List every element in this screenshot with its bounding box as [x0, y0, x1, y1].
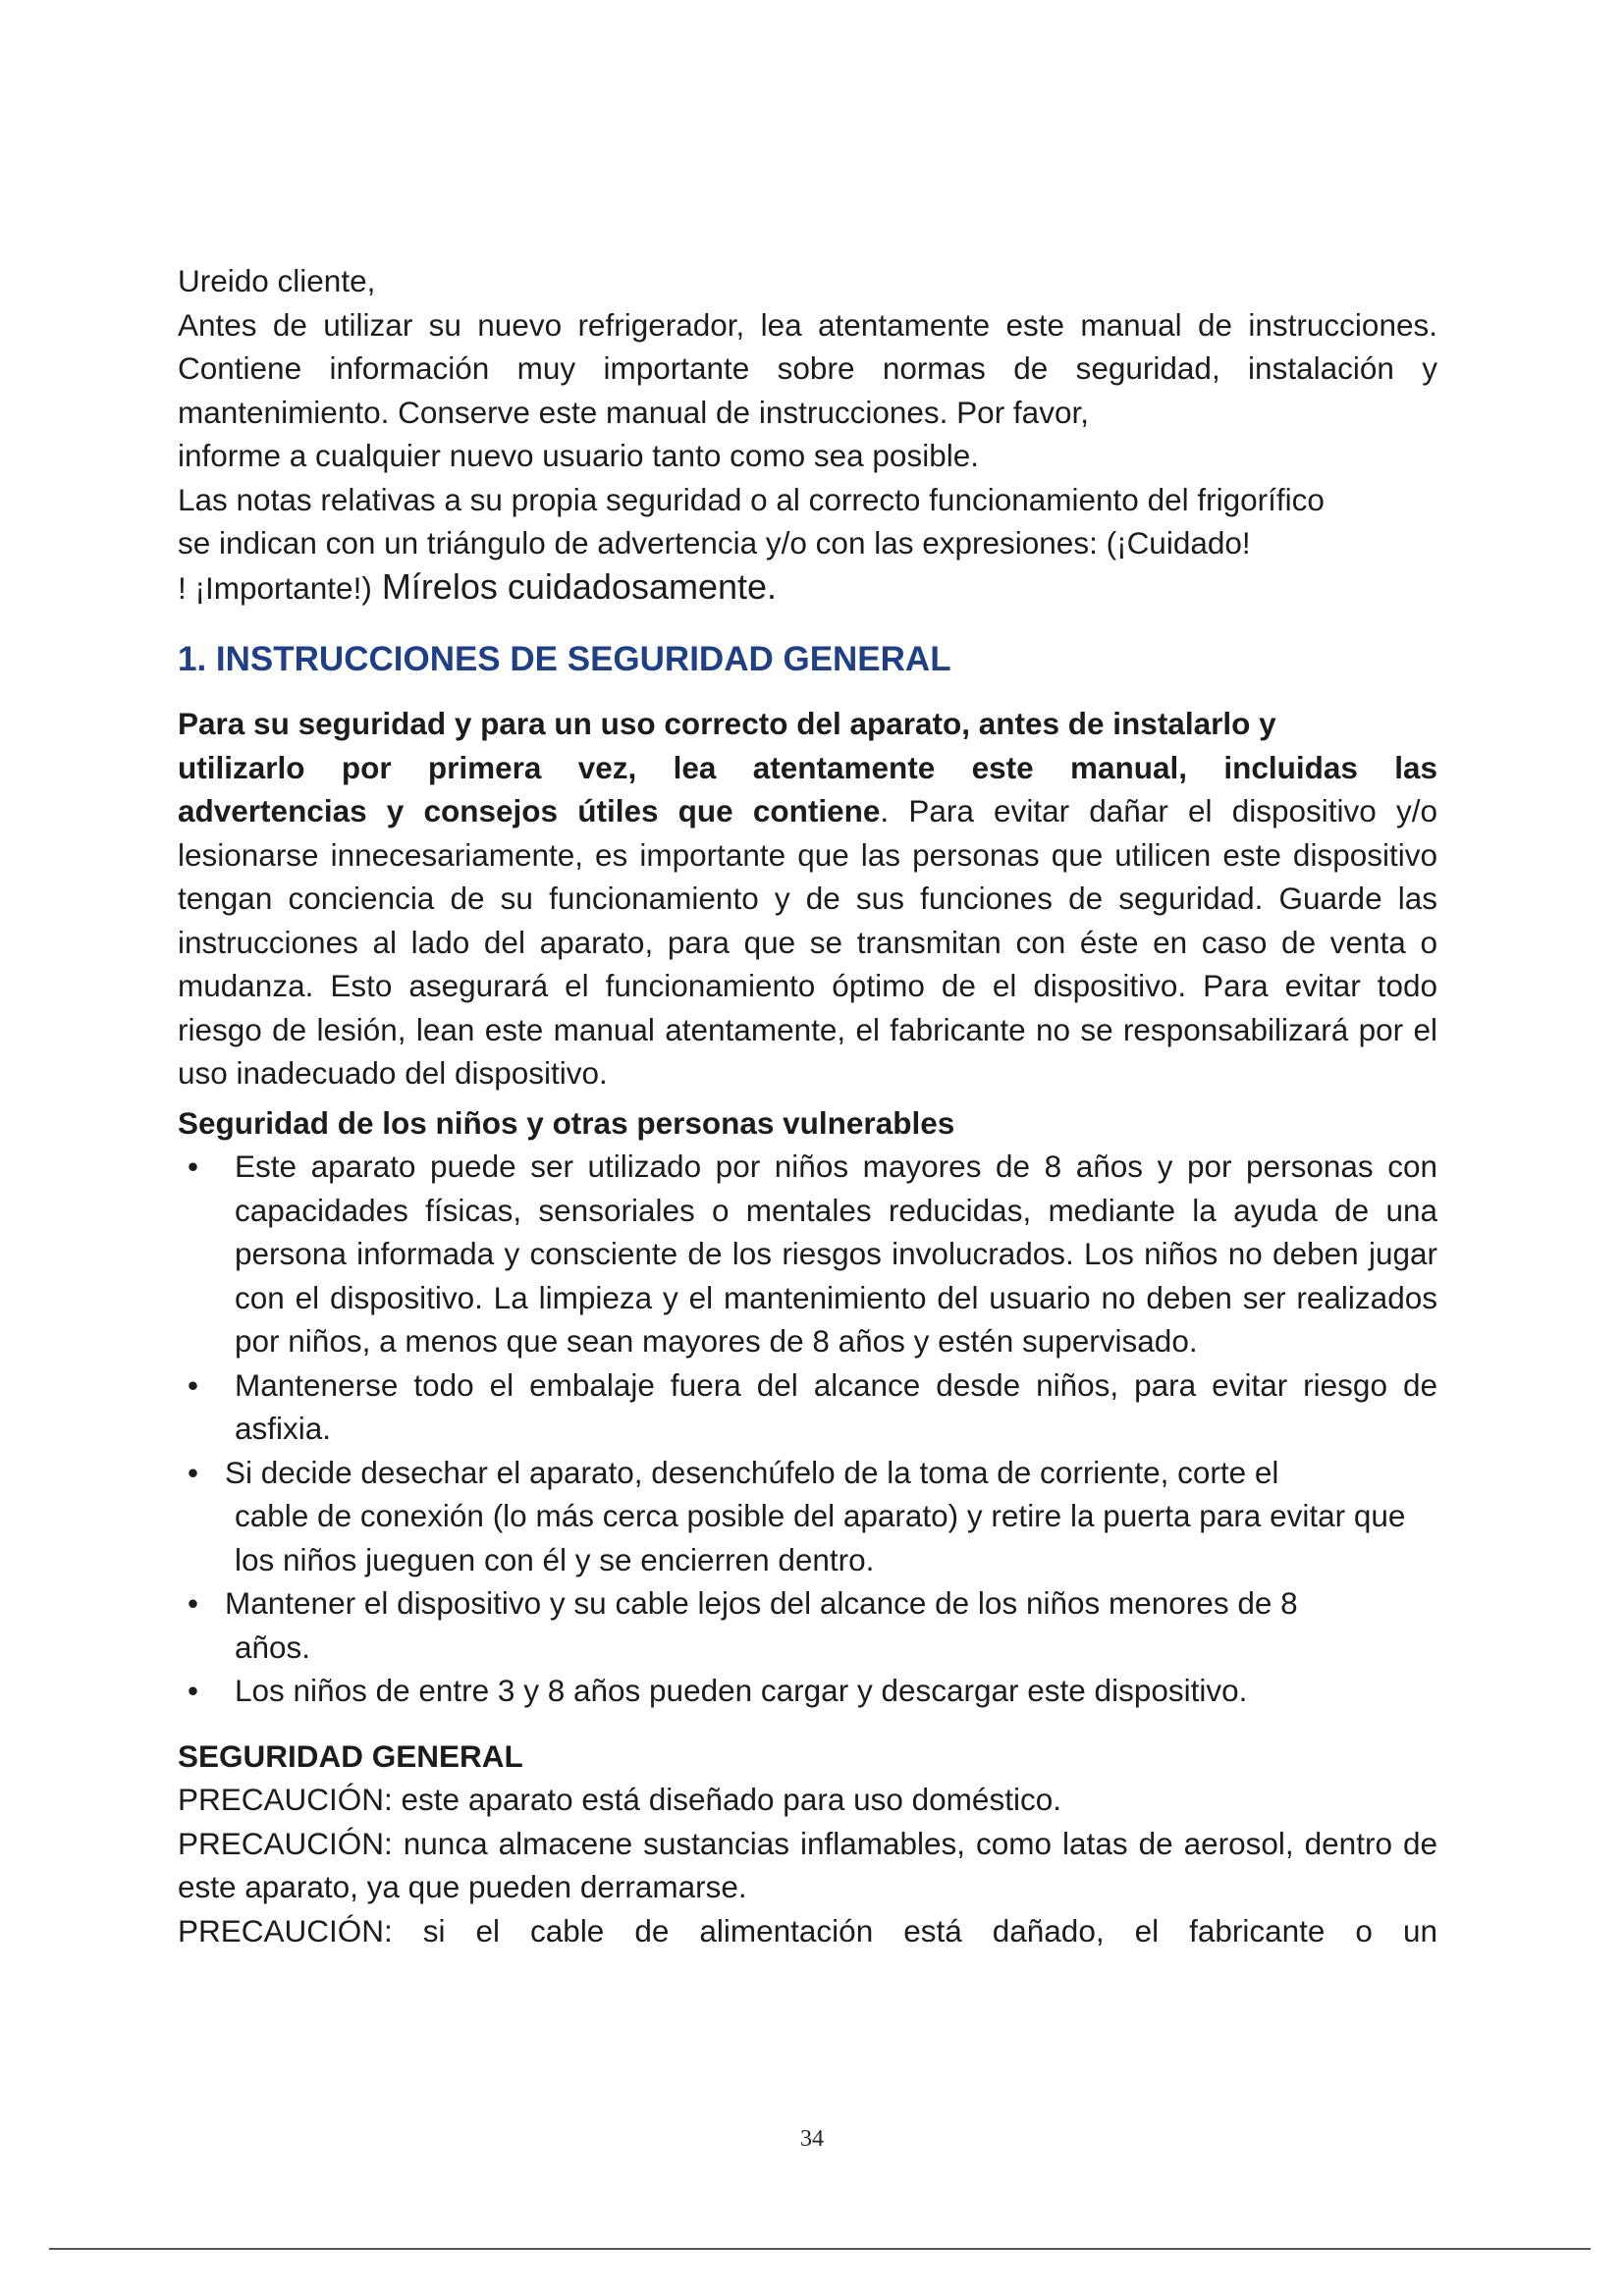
notes-line-3a: ! ¡Importante!): [178, 569, 372, 606]
list-item: • Los niños de entre 3 y 8 años pueden cargar y descargar este dispositivo.: [178, 1669, 1437, 1713]
lead-bold-line-2: utilizarlo por primera vez, lea atentamente este manual, incluidas las: [178, 749, 1437, 785]
list-item-first-line: Si decide desechar el aparato, desenchúfelo de la toma de corriente, corte el: [225, 1454, 1279, 1490]
intro-paragraph-last-line: informe a cualquier nuevo usuario tanto como sea posible.: [178, 438, 979, 473]
lead-bold-line-1: Para su seguridad y para un uso correcto del aparato, antes de instalarlo y: [178, 706, 1276, 741]
children-safety-heading: Seguridad de los niños y otras personas vulnerables: [178, 1104, 955, 1141]
caution-3: PRECAUCIÓN: si el cable de alimentación está dañado, el fabricante o un: [178, 1912, 1437, 1949]
notes-paragraph: [178, 478, 1437, 611]
greeting: Ureido cliente,: [178, 263, 376, 298]
caution-2: PRECAUCIÓN: nunca almacene sustancias inflamables, como latas de aerosol, dentro de este aparato, ya que pueden derramarse.: [178, 1825, 1437, 1904]
notes-line-1: Las notas relativas a su propia seguridad o al correcto funcionamiento del frigorífico: [178, 481, 1325, 517]
list-item-rest: años.: [235, 1629, 311, 1665]
section-1-heading: 1. INSTRUCCIONES DE SEGURIDAD GENERAL: [178, 640, 951, 678]
list-item-rest: cable de conexión (lo más cerca posible del aparato) y retire la puerta para evitar que los niños jueguen con él y se encierren dentro.: [235, 1498, 1406, 1577]
lead-bold-line-3: advertencias y consejos útiles que contiene: [178, 793, 881, 828]
list-item: • Este aparato puede ser utilizado por niños mayores de 8 años y por personas con capacidades físicas, sensoriales o mentales reducidas, mediante la ayuda de una persona informada y consciente de los riesgos involucrados. Los niños no deben jugar con el dispositivo. La limpieza y el mantenimiento del usuario no deben ser realizados por niños, a menos que sean mayores de 8 años y estén supervisado.: [178, 1145, 1437, 1363]
list-item-first-line: Mantener el dispositivo y su cable lejos del alcance de los niños menores de 8: [225, 1585, 1298, 1621]
list-item: • Mantenerse todo el embalaje fuera del alcance desde niños, para evitar riesgo de asfixia.: [178, 1363, 1437, 1451]
caution-1: PRECAUCIÓN: este aparato está diseñado para uso doméstico.: [178, 1782, 1061, 1817]
lead-rest: . Para evitar dañar el dispositivo y/o lesionarse innecesariamente, es importante que las personas que utilicen este dispositivo tengan conciencia de su funcionamiento y de sus funciones de seguridad. Guarde las instrucciones al lado del aparato, para que se transmitan con éste en caso de venta o mudanza. Esto asegurará el funcionamiento óptimo de el dispositivo. Para evitar todo riesgo de lesión, lean este manual atentamente, el fabricante no se responsabilizará por el uso inadecuado del dispositivo.: [178, 793, 1437, 1091]
notes-line-2: se indican con un triángulo de advertencia y/o con las expresiones: (¡Cuidado!: [178, 525, 1251, 561]
intro-paragraph-text: Antes de utilizar su nuevo refrigerador, lea atentamente este manual de instrucciones. Contiene información muy importante sobre normas de seguridad, instalación y mantenimiento. Conserve este manual de instrucciones. Por favor,: [178, 306, 1437, 430]
notes-line-3b: Mírelos cuidadosamente.: [371, 565, 778, 607]
intro-paragraph: [178, 303, 1437, 478]
children-safety-list: [178, 1145, 1437, 1713]
list-item: [178, 1451, 1437, 1582]
footer-divider: [49, 2248, 1591, 2250]
section-1-lead-paragraph: [178, 702, 1437, 1095]
general-safety-heading: SEGURIDAD GENERAL: [178, 1737, 523, 1774]
page-number: 34: [800, 2126, 824, 2152]
manual-page-content: [178, 259, 1437, 1952]
list-item: [178, 1581, 1437, 1669]
